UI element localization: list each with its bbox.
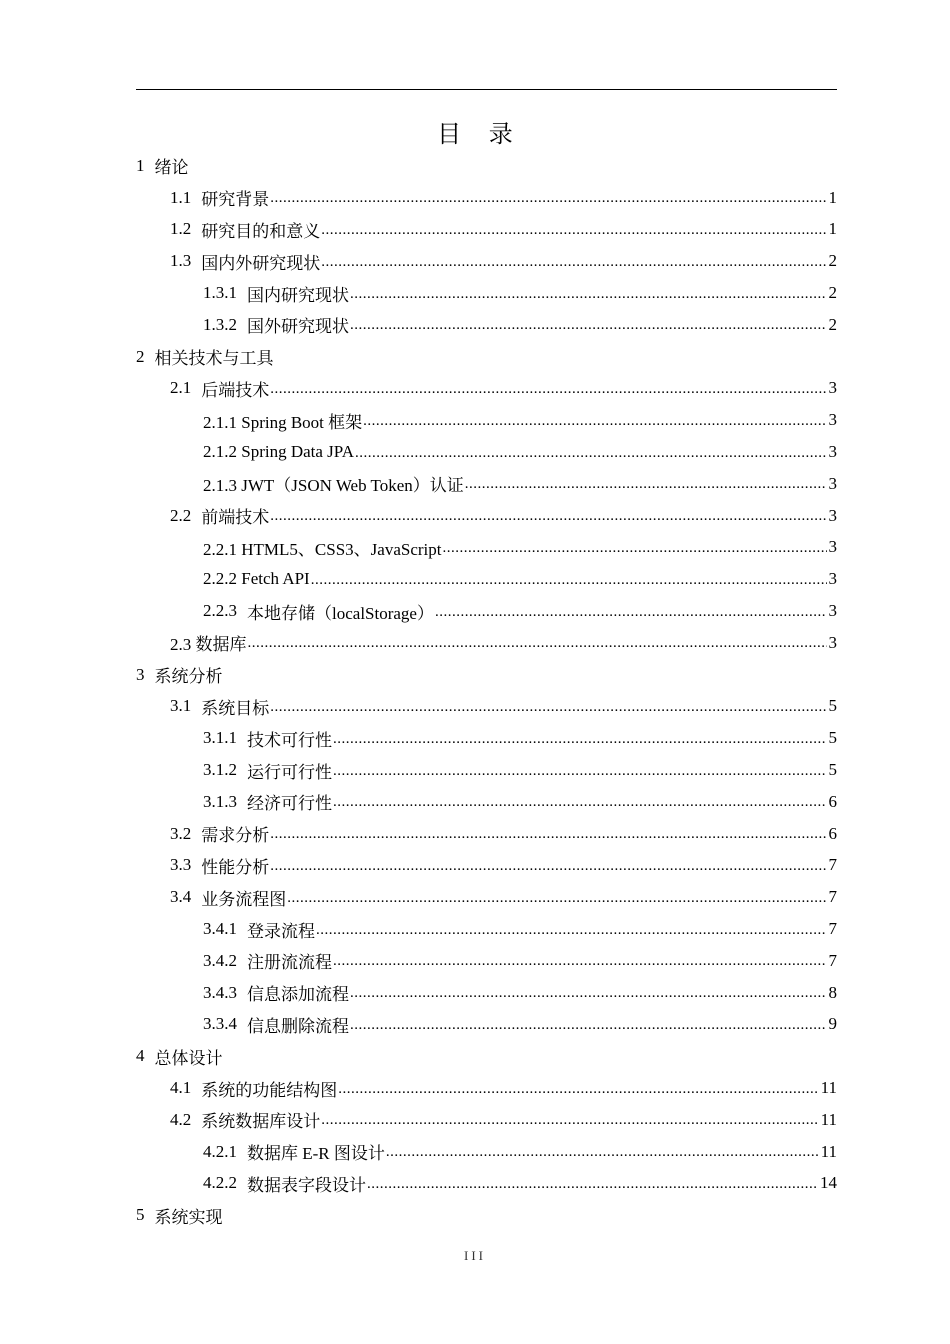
toc-entry-title: 数据库 E-R 图设计 bbox=[247, 1144, 385, 1164]
dot-leader bbox=[333, 731, 827, 748]
header-rule bbox=[136, 89, 837, 90]
toc-entry[interactable] bbox=[136, 1072, 837, 1104]
toc-entry-page: 14 bbox=[820, 1173, 837, 1193]
toc-entry-page: 7 bbox=[828, 919, 837, 939]
toc-entry-title: 相关技术与工具 bbox=[154, 349, 274, 369]
dot-leader bbox=[367, 1176, 818, 1193]
toc-entry-title: 系统的功能结构图 bbox=[201, 1080, 338, 1100]
toc-entry-page: 9 bbox=[828, 1014, 837, 1034]
toc-entry[interactable] bbox=[136, 1199, 837, 1231]
toc-entry-page: 5 bbox=[828, 760, 837, 780]
table-of-contents bbox=[136, 150, 837, 1231]
toc-entry-title: 2.2.1 HTML5、CSS3、JavaScript bbox=[203, 539, 442, 559]
toc-entry-title: 前端技术 bbox=[201, 508, 270, 528]
toc-entry-title: 数据表字段设计 bbox=[247, 1175, 366, 1195]
dot-leader bbox=[270, 381, 826, 398]
dot-leader bbox=[442, 540, 826, 557]
toc-entry[interactable] bbox=[136, 977, 837, 1009]
toc-entry-page: 6 bbox=[828, 791, 837, 811]
toc-entry-title: 经济可行性 bbox=[247, 794, 332, 814]
toc-entry[interactable] bbox=[136, 691, 837, 723]
dot-leader bbox=[321, 254, 826, 271]
toc-entry-number: 3.1 bbox=[170, 696, 192, 716]
toc-entry-number: 3.2 bbox=[170, 823, 192, 843]
toc-entry-title: 2.1.3 JWT（JSON Web Token）认证 bbox=[203, 476, 464, 496]
toc-entry-number: 3 bbox=[136, 664, 145, 684]
dot-leader bbox=[270, 508, 826, 525]
toc-entry-page: 1 bbox=[828, 219, 837, 239]
toc-entry[interactable] bbox=[136, 500, 837, 532]
toc-entry-number: 3.1.3 bbox=[203, 791, 237, 811]
toc-entry[interactable] bbox=[136, 1104, 837, 1136]
toc-entry[interactable] bbox=[136, 1009, 837, 1041]
toc-entry-title: 信息删除流程 bbox=[247, 1016, 349, 1036]
toc-entry-number: 3.4.2 bbox=[203, 950, 237, 970]
toc-entry-page: 7 bbox=[828, 887, 837, 907]
dot-leader bbox=[248, 635, 827, 652]
toc-entry-title: 系统实现 bbox=[154, 1207, 223, 1227]
dot-leader bbox=[333, 953, 827, 970]
toc-entry-title: 2.1.1 Spring Boot 框架 bbox=[203, 412, 363, 432]
toc-entry-number: 1.3.1 bbox=[203, 283, 237, 303]
toc-entry-page: 11 bbox=[820, 1109, 837, 1129]
toc-entry[interactable] bbox=[136, 1040, 837, 1072]
toc-entry[interactable] bbox=[136, 468, 837, 500]
toc-entry-title: 运行可行性 bbox=[247, 762, 332, 782]
dot-leader bbox=[363, 413, 826, 430]
toc-entry-page: 5 bbox=[828, 728, 837, 748]
toc-entry[interactable] bbox=[136, 373, 837, 405]
toc-entry-title: 登录流程 bbox=[247, 921, 315, 941]
dot-leader bbox=[311, 572, 827, 589]
dot-leader bbox=[270, 699, 826, 716]
dot-leader bbox=[350, 1017, 827, 1034]
toc-entry-title: 本地存储（localStorage） bbox=[247, 603, 434, 623]
toc-entry[interactable] bbox=[136, 563, 837, 595]
toc-entry[interactable] bbox=[136, 309, 837, 341]
toc-entry-page: 8 bbox=[828, 982, 837, 1002]
toc-entry-page: 2 bbox=[828, 283, 837, 303]
toc-entry-number: 3.4.3 bbox=[203, 982, 237, 1002]
toc-entry[interactable] bbox=[136, 214, 837, 246]
toc-entry-title: 2.1.2 Spring Data JPA bbox=[203, 442, 354, 462]
dot-leader bbox=[321, 222, 826, 239]
toc-entry[interactable] bbox=[136, 818, 837, 850]
dot-leader bbox=[465, 476, 827, 493]
toc-entry-title: 后端技术 bbox=[201, 380, 270, 400]
toc-entry-number: 3.1.1 bbox=[203, 728, 237, 748]
toc-entry[interactable] bbox=[136, 1136, 837, 1168]
dot-leader bbox=[270, 858, 826, 875]
toc-entry[interactable] bbox=[136, 945, 837, 977]
dot-leader bbox=[270, 190, 826, 207]
toc-entry-number: 2.1 bbox=[170, 378, 192, 398]
toc-entry[interactable] bbox=[136, 404, 837, 436]
toc-entry-number: 2.2 bbox=[170, 505, 192, 525]
toc-entry-page: 3 bbox=[828, 473, 837, 493]
toc-entry-title: 研究背景 bbox=[201, 190, 270, 210]
toc-entry[interactable] bbox=[136, 1168, 837, 1200]
toc-entry-number: 2 bbox=[136, 346, 145, 366]
toc-entry[interactable] bbox=[136, 341, 837, 373]
toc-entry[interactable] bbox=[136, 182, 837, 214]
toc-entry[interactable] bbox=[136, 850, 837, 882]
toc-entry[interactable] bbox=[136, 754, 837, 786]
dot-leader bbox=[338, 1081, 818, 1098]
toc-entry-number: 3.3 bbox=[170, 855, 192, 875]
toc-entry[interactable] bbox=[136, 881, 837, 913]
toc-entry-title: 国外研究现状 bbox=[247, 317, 349, 337]
toc-entry-number: 4.2.2 bbox=[203, 1173, 237, 1193]
toc-entry-title: 国内外研究现状 bbox=[201, 253, 321, 273]
toc-entry-number: 5 bbox=[136, 1205, 145, 1225]
toc-entry-page: 11 bbox=[820, 1078, 837, 1097]
toc-entry-page: 3 bbox=[828, 378, 837, 398]
toc-entry-number: 1.2 bbox=[170, 219, 192, 239]
toc-entry[interactable] bbox=[136, 436, 837, 468]
dot-leader bbox=[287, 890, 826, 907]
toc-entry-page: 2 bbox=[828, 314, 837, 334]
toc-entry-page: 3 bbox=[828, 537, 837, 557]
toc-entry-number: 3.1.2 bbox=[203, 760, 237, 780]
toc-entry-number: 4.2 bbox=[170, 1109, 192, 1129]
toc-entry-title: 系统目标 bbox=[201, 698, 270, 718]
dot-leader bbox=[333, 763, 827, 780]
dot-leader bbox=[270, 826, 826, 843]
toc-entry-title: 研究目的和意义 bbox=[201, 221, 321, 241]
toc-entry[interactable] bbox=[136, 595, 837, 627]
dot-leader bbox=[316, 922, 827, 939]
toc-entry-page: 11 bbox=[820, 1141, 837, 1161]
toc-entry-number: 1.3 bbox=[170, 251, 192, 271]
toc-entry-number: 1 bbox=[136, 155, 145, 175]
page-number-footer: III bbox=[464, 1248, 486, 1263]
toc-entry-number: 2.2.3 bbox=[203, 601, 237, 621]
dot-leader bbox=[333, 794, 827, 811]
toc-entry[interactable] bbox=[136, 786, 837, 818]
dot-leader bbox=[350, 286, 827, 303]
toc-entry-page: 7 bbox=[828, 950, 837, 970]
toc-entry-page: 2 bbox=[828, 251, 837, 271]
toc-entry-title: 性能分析 bbox=[201, 857, 270, 877]
dot-leader bbox=[435, 604, 827, 621]
toc-entry[interactable] bbox=[136, 277, 837, 309]
toc-entry-number: 1.1 bbox=[170, 187, 192, 207]
toc-entry-page: 3 bbox=[828, 442, 837, 462]
toc-entry-number: 3.3.4 bbox=[203, 1014, 237, 1034]
toc-entry-page: 3 bbox=[828, 569, 837, 589]
toc-entry-title: 总体设计 bbox=[154, 1048, 223, 1068]
toc-entry-page: 7 bbox=[828, 855, 837, 875]
toc-entry[interactable] bbox=[136, 627, 837, 659]
toc-entry[interactable] bbox=[136, 659, 837, 691]
toc-entry-page: 3 bbox=[828, 601, 837, 621]
toc-entry-number: 1.3.2 bbox=[203, 314, 237, 334]
toc-entry-title: 注册流流程 bbox=[247, 953, 332, 973]
toc-entry-number: 4.2.1 bbox=[203, 1141, 237, 1161]
toc-entry-number: 4 bbox=[136, 1046, 145, 1066]
toc-entry-title: 需求分析 bbox=[201, 826, 270, 846]
toc-entry-page: 1 bbox=[828, 187, 837, 207]
toc-entry-title: 技术可行性 bbox=[247, 730, 332, 750]
toc-entry[interactable] bbox=[136, 532, 837, 564]
toc-title: 目 录 bbox=[437, 120, 523, 148]
toc-entry[interactable] bbox=[136, 722, 837, 754]
dot-leader bbox=[386, 1144, 819, 1161]
dot-leader bbox=[355, 445, 827, 462]
toc-entry[interactable] bbox=[136, 150, 837, 182]
toc-entry-number: 4.1 bbox=[170, 1078, 192, 1097]
toc-entry-title: 绪论 bbox=[154, 158, 189, 178]
toc-entry[interactable] bbox=[136, 245, 837, 277]
toc-entry-title: 2.2.2 Fetch API bbox=[203, 569, 310, 589]
toc-entry-page: 3 bbox=[828, 410, 837, 430]
toc-entry-page: 5 bbox=[828, 696, 837, 716]
dot-leader bbox=[350, 317, 827, 334]
dot-leader bbox=[350, 985, 827, 1002]
toc-entry-title: 业务流程图 bbox=[201, 889, 287, 909]
toc-entry-page: 6 bbox=[828, 823, 837, 843]
toc-entry-title: 国内研究现状 bbox=[247, 285, 349, 305]
toc-entry-number: 3.4.1 bbox=[203, 919, 237, 939]
toc-entry-title: 系统分析 bbox=[154, 667, 223, 687]
toc-entry-title: 系统数据库设计 bbox=[201, 1112, 321, 1132]
toc-entry-page: 3 bbox=[828, 632, 837, 652]
toc-entry-page: 3 bbox=[828, 505, 837, 525]
dot-leader bbox=[321, 1112, 818, 1129]
toc-entry-title: 2.3 数据库 bbox=[170, 635, 247, 655]
toc-entry-number: 3.4 bbox=[170, 887, 192, 907]
toc-entry[interactable] bbox=[136, 913, 837, 945]
toc-entry-title: 信息添加流程 bbox=[247, 985, 349, 1005]
